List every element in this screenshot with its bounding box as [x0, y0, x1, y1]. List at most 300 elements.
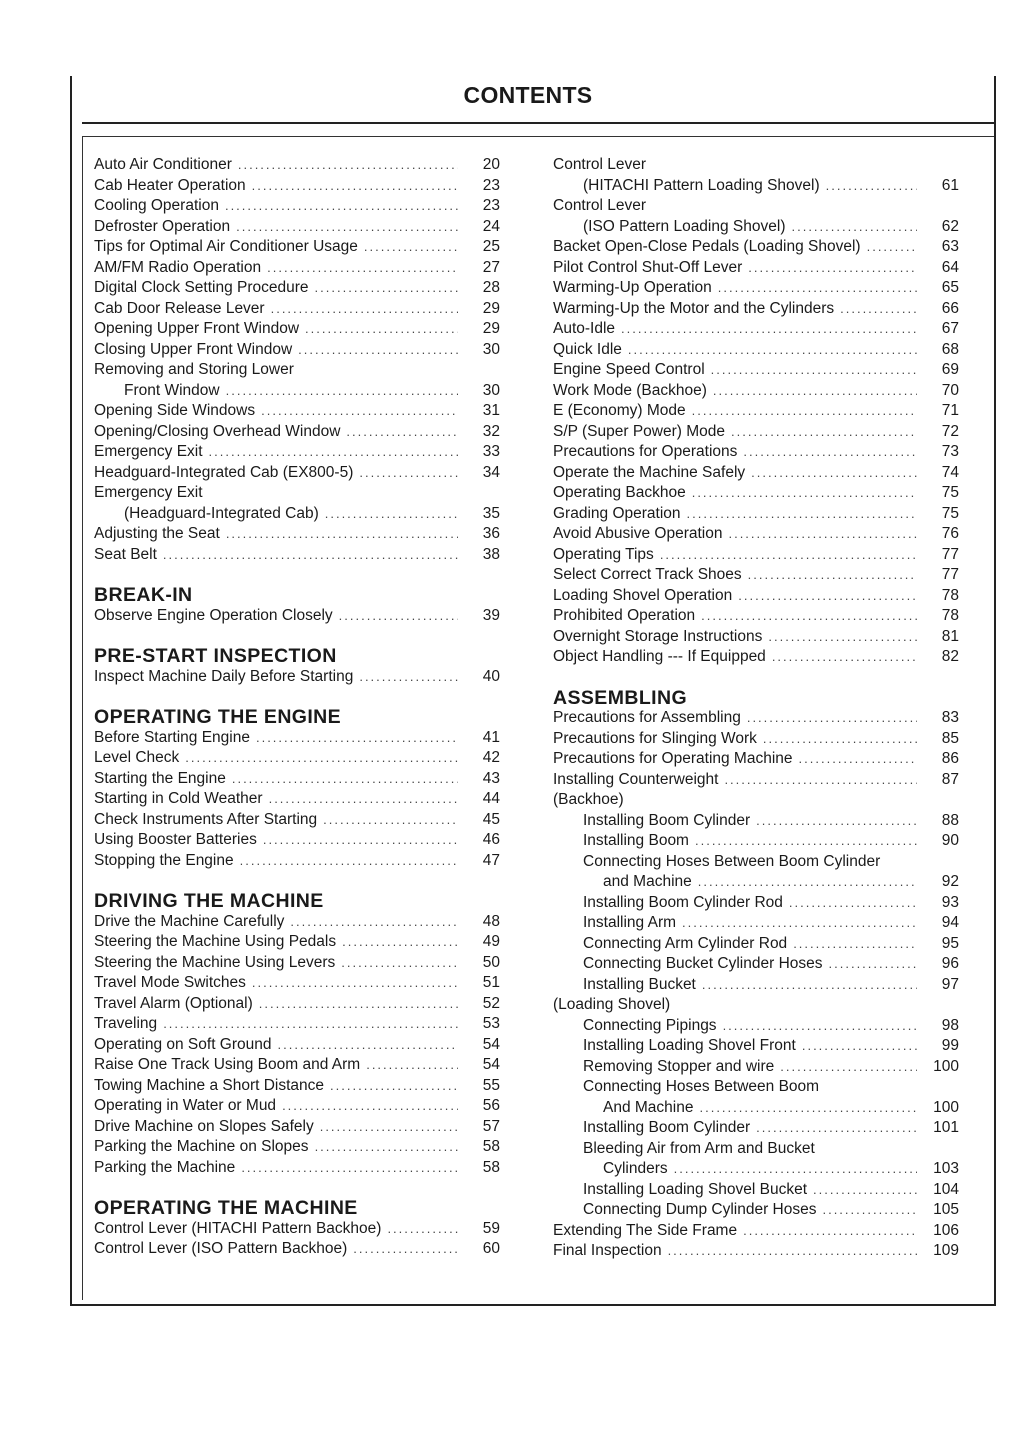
toc-entry[interactable] — [94, 155, 500, 176]
toc-entry[interactable] — [553, 381, 959, 402]
toc-page-number: 48 — [482, 912, 500, 930]
dot-leader — [305, 319, 458, 340]
dot-leader — [793, 934, 917, 955]
toc-entry[interactable] — [94, 217, 500, 238]
toc-entry[interactable] — [94, 1035, 500, 1056]
dot-leader — [802, 1036, 917, 1057]
toc-entry[interactable] — [94, 319, 500, 340]
toc-entry-title: E (Economy) Mode — [553, 402, 686, 419]
toc-entry[interactable] — [553, 258, 959, 279]
dot-leader — [713, 381, 917, 402]
toc-entry-title: Travel Alarm (Optional) — [94, 994, 253, 1012]
toc-entry[interactable] — [553, 340, 959, 361]
toc-entry-title: Cab Door Release Lever — [94, 299, 265, 317]
dot-leader — [763, 729, 917, 750]
toc-entry[interactable] — [94, 1219, 500, 1240]
toc-page-number: 43 — [482, 769, 500, 787]
toc-page-number: 31 — [482, 402, 500, 419]
toc-entry[interactable] — [553, 319, 959, 340]
toc-entry-title: Before Starting Engine — [94, 728, 250, 746]
toc-page-number: 71 — [941, 402, 959, 419]
toc-entry[interactable] — [553, 1241, 959, 1262]
toc-page-number: 30 — [482, 340, 500, 358]
toc-entry[interactable] — [94, 340, 500, 361]
dot-leader — [702, 975, 917, 996]
toc-page-number: 28 — [482, 279, 500, 296]
toc-page-number: 90 — [941, 832, 959, 849]
toc-entry[interactable] — [94, 953, 500, 974]
toc-entry[interactable] — [94, 789, 500, 810]
toc-entry-title: Auto-Idle — [553, 320, 616, 337]
dot-leader — [271, 299, 458, 320]
dot-leader — [339, 606, 458, 627]
toc-entry[interactable] — [553, 1200, 959, 1221]
dot-leader — [668, 1241, 917, 1262]
toc-entry-title: Extending The Side Frame — [553, 1221, 738, 1239]
toc-entry-title: Warming-Up Operation — [553, 279, 712, 296]
dot-leader — [747, 708, 917, 729]
toc-entry-title: Opening Upper Front Window — [94, 320, 300, 337]
toc-page-number: 40 — [482, 667, 500, 685]
toc-page-number: 50 — [482, 953, 500, 971]
dot-leader — [723, 1016, 917, 1037]
toc-entry-title: (Headguard-Integrated Cab) — [124, 504, 319, 522]
toc-entry[interactable] — [553, 483, 959, 504]
toc-entry-title: Cab Heater Operation — [94, 176, 246, 194]
dot-leader — [748, 565, 917, 586]
toc-page-number: 83 — [941, 709, 959, 726]
toc-entry[interactable] — [553, 565, 959, 586]
toc-entry[interactable] — [94, 1158, 500, 1179]
toc-entry-title: Tips for Optimal Air Conditioner Usage — [94, 238, 358, 255]
toc-entry[interactable] — [94, 994, 500, 1015]
toc-entry-title: Final Inspection — [553, 1242, 662, 1259]
toc-entry-title: and Machine — [603, 873, 692, 890]
toc-page-number: 76 — [941, 525, 959, 542]
toc-page-number: 34 — [482, 463, 500, 481]
toc-subheading — [553, 852, 959, 873]
toc-entry-title: Precautions for Operating Machine — [553, 750, 793, 767]
toc-entry[interactable] — [94, 728, 500, 749]
dot-leader — [315, 1137, 458, 1158]
toc-entry[interactable] — [553, 217, 959, 238]
toc-page-number: 106 — [933, 1221, 959, 1239]
toc-page-number: 77 — [941, 545, 959, 563]
toc-entry[interactable] — [553, 299, 959, 320]
toc-entry[interactable] — [94, 278, 500, 299]
toc-page-number: 36 — [482, 525, 500, 542]
toc-entry[interactable] — [94, 748, 500, 769]
dot-leader — [621, 319, 917, 340]
dot-leader — [238, 155, 458, 176]
dot-leader — [330, 1076, 458, 1097]
toc-entry-title: Control Lever (HITACHI Pattern Backhoe) — [94, 1219, 382, 1237]
toc-entry[interactable] — [553, 278, 959, 299]
dot-leader — [731, 422, 917, 443]
dot-leader — [259, 994, 458, 1015]
toc-page-number: 99 — [941, 1037, 959, 1054]
dot-leader — [261, 401, 458, 422]
toc-entry[interactable] — [553, 831, 959, 852]
toc-page-number: 45 — [482, 810, 500, 828]
toc-entry-title: Drive the Machine Carefully — [94, 912, 285, 930]
toc-entry-title: Connecting Hoses Between Boom Cylinder — [583, 852, 881, 870]
toc-entry-title: Starting the Engine — [94, 769, 226, 787]
toc-entry-title: Raise One Track Using Boom and Arm — [94, 1056, 361, 1073]
toc-page-number: 54 — [482, 1035, 500, 1053]
toc-entry-title: Traveling — [94, 1015, 158, 1032]
toc-page-number: 70 — [941, 381, 959, 399]
section-heading: OPERATING THE ENGINE — [94, 706, 342, 728]
toc-entry[interactable] — [553, 729, 959, 750]
dot-leader — [780, 1057, 917, 1078]
toc-subheading — [553, 1077, 959, 1098]
toc-entry-title: Backet Open-Close Pedals (Loading Shovel) — [553, 238, 861, 255]
toc-entry-title: Removing and Storing Lower — [94, 361, 294, 378]
toc-page-number: 27 — [482, 258, 500, 276]
toc-subheading — [553, 155, 959, 176]
toc-entry[interactable] — [94, 667, 500, 688]
toc-entry[interactable] — [94, 769, 500, 790]
dot-leader — [698, 872, 917, 893]
toc-entry-title: Installing Arm — [583, 914, 677, 931]
dot-leader — [315, 278, 458, 299]
toc-page-number: 23 — [482, 197, 500, 214]
toc-entry-title: Emergency Exit — [94, 443, 203, 460]
toc-entry-title: Travel Mode Switches — [94, 974, 246, 991]
toc-page-number: 55 — [482, 1076, 500, 1094]
toc-entry[interactable] — [553, 237, 959, 258]
toc-entry[interactable] — [94, 299, 500, 320]
toc-entry[interactable] — [94, 973, 500, 994]
dot-leader — [813, 1180, 917, 1201]
toc-entry[interactable] — [94, 176, 500, 197]
toc-entry[interactable] — [553, 893, 959, 914]
toc-entry-title: Installing Loading Shovel Bucket — [583, 1180, 808, 1198]
toc-entry-title: Seat Belt — [94, 545, 157, 563]
toc-page-number: 96 — [941, 955, 959, 972]
toc-entry-title: Steering the Machine Using Pedals — [94, 933, 337, 950]
toc-page-number: 49 — [482, 933, 500, 950]
toc-entry[interactable] — [94, 1137, 500, 1158]
toc-page-number: 95 — [941, 934, 959, 952]
toc-page-number: 64 — [941, 258, 959, 276]
toc-page-number: 104 — [933, 1180, 959, 1198]
toc-entry[interactable] — [94, 381, 500, 402]
toc-entry[interactable] — [94, 606, 500, 627]
toc-entry-title: Opening Side Windows — [94, 402, 256, 419]
toc-entry[interactable] — [553, 954, 959, 975]
toc-entry-title: Connecting Arm Cylinder Rod — [583, 934, 788, 952]
toc-entry[interactable] — [94, 463, 500, 484]
toc-entry-title: Select Correct Track Shoes — [553, 566, 742, 583]
toc-page-number: 86 — [941, 750, 959, 767]
toc-entry-title: (HITACHI Pattern Loading Shovel) — [583, 176, 820, 194]
toc-entry[interactable] — [553, 504, 959, 525]
toc-entry-title: Adjusting the Seat — [94, 525, 220, 542]
toc-entry[interactable] — [94, 524, 500, 545]
toc-entry-title: Observe Engine Operation Closely — [94, 606, 333, 624]
toc-entry[interactable] — [94, 422, 500, 443]
toc-entry[interactable] — [553, 1098, 959, 1119]
dot-leader — [267, 258, 458, 279]
toc-entry[interactable] — [94, 196, 500, 217]
toc-entry[interactable] — [94, 1239, 500, 1260]
toc-entry-title: Cooling Operation — [94, 197, 219, 214]
toc-page-number: 29 — [482, 320, 500, 337]
toc-page-number: 24 — [482, 217, 500, 235]
toc-entry[interactable] — [553, 1036, 959, 1057]
dot-leader — [387, 1219, 458, 1240]
toc-page-number: 51 — [482, 974, 500, 991]
toc-page-number: 88 — [941, 811, 959, 829]
toc-entry[interactable] — [94, 1117, 500, 1138]
toc-entry-title: Overnight Storage Instructions — [553, 627, 763, 645]
dot-leader — [743, 442, 917, 463]
section-heading: PRE-START INSPECTION — [94, 645, 337, 667]
dot-leader — [290, 912, 458, 933]
toc-entry[interactable] — [94, 237, 500, 258]
dot-leader — [768, 627, 917, 648]
toc-entry[interactable] — [94, 545, 500, 566]
toc-entry[interactable] — [94, 1096, 500, 1117]
toc-entry[interactable] — [94, 810, 500, 831]
toc-entry[interactable] — [553, 1221, 959, 1242]
toc-entry-title: Closing Upper Front Window — [94, 340, 293, 358]
toc-page-number: 100 — [933, 1057, 959, 1075]
toc-entry[interactable] — [553, 872, 959, 893]
dot-leader — [829, 954, 917, 975]
toc-page-number: 75 — [941, 484, 959, 501]
toc-page-number: 61 — [941, 176, 959, 194]
toc-entry[interactable] — [553, 934, 959, 955]
toc-entry[interactable] — [553, 627, 959, 648]
toc-page-number: 52 — [482, 994, 500, 1012]
toc-entry[interactable] — [553, 176, 959, 197]
toc-entry-title: Control Lever — [553, 197, 647, 214]
toc-page-number: 67 — [941, 320, 959, 337]
toc-entry-title: Towing Machine a Short Distance — [94, 1076, 325, 1094]
toc-entry-title: Level Check — [94, 749, 180, 766]
toc-entry[interactable] — [553, 708, 959, 729]
dot-leader — [660, 545, 917, 566]
toc-entry-title: Loading Shovel Operation — [553, 586, 733, 604]
toc-entry[interactable] — [94, 830, 500, 851]
dot-leader — [359, 667, 458, 688]
dot-leader — [743, 1221, 917, 1242]
toc-page-number: 44 — [482, 790, 500, 807]
toc-page-number: 46 — [482, 831, 500, 848]
toc-page-number: 72 — [941, 422, 959, 440]
dot-leader — [256, 728, 458, 749]
dot-leader — [826, 176, 917, 197]
dot-leader — [226, 381, 458, 402]
dot-leader — [772, 647, 917, 668]
toc-page-number: 56 — [482, 1097, 500, 1114]
toc-entry-title: Installing Bucket — [583, 975, 696, 993]
dot-leader — [341, 953, 458, 974]
toc-entry[interactable] — [94, 258, 500, 279]
toc-page-number: 20 — [482, 156, 500, 173]
dot-leader — [840, 299, 917, 320]
toc-page-number: 41 — [482, 728, 500, 746]
section-heading: DRIVING THE MACHINE — [94, 890, 324, 912]
toc-entry[interactable] — [94, 401, 500, 422]
toc-page-number: 68 — [941, 340, 959, 358]
toc-entry-title: Installing Loading Shovel Front — [583, 1037, 796, 1054]
toc-page-number: 32 — [482, 422, 500, 440]
toc-entry[interactable] — [553, 1180, 959, 1201]
toc-subheading — [553, 995, 959, 1016]
toc-entry[interactable] — [553, 1016, 959, 1037]
dot-leader — [185, 748, 458, 769]
section-heading: OPERATING THE MACHINE — [94, 1197, 358, 1219]
toc-entry[interactable] — [553, 1118, 959, 1139]
dot-leader — [163, 545, 458, 566]
toc-page-number: 78 — [941, 607, 959, 624]
toc-entry[interactable] — [553, 463, 959, 484]
dot-leader — [822, 1200, 917, 1221]
toc-entry-title: Object Handling --- If Equipped — [553, 648, 766, 665]
toc-entry-title: Precautions for Slinging Work — [553, 729, 757, 747]
toc-subheading — [553, 1139, 959, 1160]
toc-entry-title: Check Instruments After Starting — [94, 810, 318, 828]
dot-leader — [252, 176, 458, 197]
dot-leader — [232, 769, 458, 790]
toc-entry[interactable] — [94, 504, 500, 525]
dot-leader — [799, 749, 917, 770]
toc-entry-title: S/P (Super Power) Mode — [553, 422, 726, 440]
dot-leader — [323, 810, 458, 831]
dot-leader — [226, 524, 458, 545]
toc-entry[interactable] — [553, 913, 959, 934]
dot-leader — [240, 851, 458, 872]
left-column — [94, 155, 500, 1260]
toc-entry[interactable] — [553, 647, 959, 668]
toc-entry-title: Installing Boom Cylinder — [583, 811, 751, 829]
toc-entry-title: Using Booster Batteries — [94, 831, 257, 848]
toc-entry[interactable] — [553, 1057, 959, 1078]
toc-entry[interactable] — [553, 545, 959, 566]
toc-entry[interactable] — [553, 749, 959, 770]
toc-entry-title: Inspect Machine Daily Before Starting — [94, 667, 354, 685]
toc-entry-title: Installing Boom Cylinder — [583, 1119, 751, 1136]
toc-entry[interactable] — [553, 442, 959, 463]
toc-entry[interactable] — [553, 524, 959, 545]
toc-page-number: 85 — [941, 729, 959, 747]
toc-entry[interactable] — [94, 912, 500, 933]
dot-leader — [278, 1035, 458, 1056]
toc-entry[interactable] — [553, 1159, 959, 1180]
toc-entry[interactable] — [553, 770, 959, 791]
dot-leader — [241, 1158, 458, 1179]
toc-entry-title: Digital Clock Setting Procedure — [94, 279, 309, 296]
toc-entry[interactable] — [553, 606, 959, 627]
toc-entry[interactable] — [94, 442, 500, 463]
dot-leader — [282, 1096, 458, 1117]
toc-entry[interactable] — [553, 975, 959, 996]
toc-entry[interactable] — [553, 360, 959, 381]
dot-leader — [682, 913, 917, 934]
toc-entry[interactable] — [94, 851, 500, 872]
toc-entry-title: Cylinders — [603, 1160, 668, 1177]
dot-leader — [628, 340, 917, 361]
toc-page-number: 100 — [933, 1098, 959, 1116]
toc-entry-title: Parking the Machine on Slopes — [94, 1138, 309, 1155]
toc-entry-title: (Backhoe) — [553, 791, 624, 808]
toc-subheading — [553, 196, 959, 217]
dot-leader — [225, 196, 458, 217]
toc-page-number: 57 — [482, 1117, 500, 1135]
dot-leader — [674, 1159, 917, 1180]
toc-page-number: 92 — [941, 873, 959, 890]
dot-leader — [695, 831, 917, 852]
dot-leader — [342, 932, 458, 953]
dot-leader — [701, 606, 917, 627]
toc-entry-title: Opening/Closing Overhead Window — [94, 422, 341, 440]
toc-page-number: 66 — [941, 299, 959, 317]
toc-entry[interactable] — [94, 1076, 500, 1097]
toc-entry-title: Stopping the Engine — [94, 851, 234, 869]
section-heading: ASSEMBLING — [553, 686, 688, 709]
dot-leader — [718, 278, 917, 299]
toc-entry-title: Connecting Hoses Between Boom — [583, 1078, 820, 1095]
toc-page-number: 109 — [933, 1242, 959, 1259]
dot-leader — [756, 811, 917, 832]
toc-entry-title: Removing Stopper and wire — [583, 1057, 775, 1075]
toc-page-number: 73 — [941, 443, 959, 460]
toc-page-number: 29 — [482, 299, 500, 317]
toc-entry-title: Connecting Bucket Cylinder Hoses — [583, 955, 823, 972]
dot-leader — [263, 830, 458, 851]
toc-page-number: 93 — [941, 893, 959, 911]
toc-page-number: 35 — [482, 504, 500, 522]
toc-page-number: 30 — [482, 381, 500, 399]
dot-leader — [269, 789, 458, 810]
toc-entry[interactable] — [94, 1014, 500, 1035]
dot-leader — [209, 442, 458, 463]
toc-entry-title: Operate the Machine Safely — [553, 463, 746, 481]
toc-entry-title: Installing Boom Cylinder Rod — [583, 893, 783, 911]
toc-page-number: 82 — [941, 648, 959, 665]
toc-entry[interactable] — [94, 1055, 500, 1076]
toc-entry[interactable] — [553, 422, 959, 443]
toc-page-number: 97 — [941, 975, 959, 993]
toc-entry-title: Precautions for Operations — [553, 443, 738, 460]
dot-leader — [163, 1014, 458, 1035]
toc-entry-title: Drive Machine on Slopes Safely — [94, 1117, 314, 1135]
dot-leader — [692, 483, 917, 504]
dot-leader — [724, 770, 917, 791]
toc-entry[interactable] — [553, 401, 959, 422]
toc-page-number: 58 — [482, 1158, 500, 1176]
toc-page-number: 98 — [941, 1016, 959, 1034]
toc-page-number: 54 — [482, 1056, 500, 1073]
toc-subheading — [94, 360, 500, 381]
toc-entry[interactable] — [94, 932, 500, 953]
toc-entry[interactable] — [553, 811, 959, 832]
toc-entry-title: Emergency Exit — [94, 484, 203, 501]
toc-entry[interactable] — [553, 586, 959, 607]
dot-leader — [687, 504, 917, 525]
page-title: CONTENTS — [463, 82, 593, 108]
dot-leader — [791, 217, 917, 238]
toc-subheading — [94, 483, 500, 504]
toc-page-number: 47 — [482, 851, 500, 869]
section-heading: BREAK-IN — [94, 584, 193, 606]
dot-leader — [346, 422, 458, 443]
dot-leader — [738, 586, 917, 607]
